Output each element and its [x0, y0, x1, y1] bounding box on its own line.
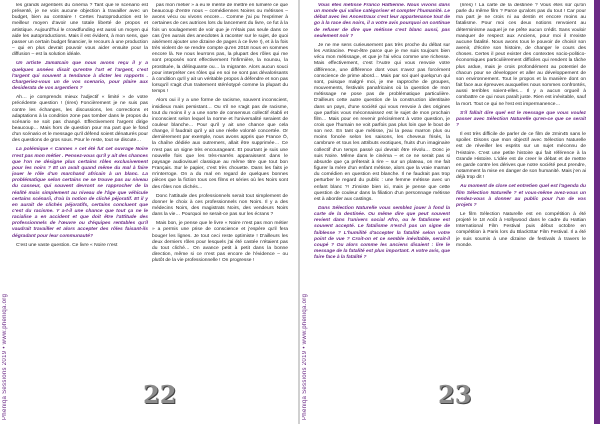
margin-credit-left: Pheniqa Sessions 2019 • www.pheniqa.org: [2, 293, 8, 420]
interview-question: Dans Sélection Naturelle vous semblez jouer à fond la carte de la destinée. Ou même dire que peut souvent revient dans l'univers social Afro, ou le fatalisme est souvent accepté. Le fatalisme n'est-il pas un signe de faiblesse ? L'humilité d'accepter la fatalité selon votre point de vue ? Croit-on et ce semble inévitable, serait-il coupé ? Ou alors comme les anciens disaient : lire le message de la fatalité est plus important. A votre avis, que faire face à la fatalité ?: [314, 206, 450, 261]
margin-credit-right: Pheniqa Sessions 2019 • www.pheniqa.org: [302, 293, 308, 420]
page-number-left: 22: [143, 380, 177, 409]
interview-answer: (rires) ! La carte de la destinée ? Vous êtes sûr qu'on parle du même film ? Parce qu'alors pas du tout ! Car pour ma part je ne crois ni au destin et encore moins au fatalisme. Pour moi ces deux notions renvoient au déterminisme auquel je ne prête aucun crédit. Sans vouloir manquer de respect aux Anciens, pour moi il n'existe aucune fatalité. Nous avons tous le pouvoir de choisir son avenir, d'écrire son histoire, de changer le cours des choses. Certes il peut exister des contextes socio-politico-économiques particulièrement difficiles qui rendent la tâche plus ardue, mais je crois profondément au potentiel de chacun pour se développer et aller au développement de son environnement. Tout le propos et la manière dont on fait face aux épreuves auxquelles nous sommes confrontés, aussi terribles soient-elles… Il y a aucun orgueil à combattre ce qui nous paraît juste. Rien est inévitable, sauf la mort. Tout ce qui ne l'est est impermanence…: [456, 3, 586, 107]
interview-question: La polémique « Cannes » cet été fut cet ouvrage Noire n'est pas mon métier . Pensez-vous qu'il y ait des chances que l'on ne désigne plus certains rôles exclusivement pour les noirs ? Et un avait quand même du mal à faire jouer le rôle d'un marchand africain à un blanc. La problématique selon certains ne se trouve pas au niveau du casseur, qui souvent devront se rapprocher de la réalité mais simplement au niveau de l'âge que véhicule certains scénarii, d'où la notion de cliché péjoratif. Et il y en aurait de clichés péjoratifs, certains concluent que c'est du racisme. Y a-t-il une chance que tout ça ne le racialise a en accident et que doit être l'attitude des professionnels de l'œuvre ou d'équipes rentables qu'il vaudrait travailler et alors accepter des rôles faisant-ils dégradant pour leur communauté?: [12, 147, 148, 239]
right-column-2: [456, 3, 586, 375]
right-column-1: [314, 3, 450, 375]
interview-answer: Le film Sélection Naturelle est en compétition à été projeté le 18 Août à Hollywood dans le cadre du Haïtian International Film Festival puis début octobre en compétition à Paris lors du BlackStar Film Festival. Il a été je suis soumis à une dizaine de festivals à travers le monde.: [456, 212, 586, 248]
interview-answer: Mais bon, je pense que le livre « Noire n'est pas mon métier » a permis une prise de conscience et j'espère qu'il fera bouger les lignes. Je tout ceci reste optimiste ! D'ailleurs les deux derniers rôles pour lesquels j'ai été castée n'étaient pas du tout cliché… On avance petit à petit dans la bonne direction, même si ce n'est pas encore de l'évidence – ou plutôt de la vie professionnelle ! On progresse !: [152, 221, 288, 264]
interview-answer: Il est très difficile de parler de ce film de 2min45 sans le spoiler. Disons que mon objectif avec Sélection Naturelle est de réveiller les esprits sur un sujet méconnu de l'Histoire. C'est une petite histoire qui fait référence à la Grande Histoire. L'idée est de creer le débat et de mettre en garde contre les dérives que notre société peut prendre, notamment la mise en danger de son humanité. Mais j'en ai déjà trop dit !: [456, 132, 586, 181]
interview-question: S'il fallait dire quel est le message que vous voulez passer avec Sélection Naturelle qu'en-ce que ce serait ?: [456, 110, 586, 128]
interview-answer: C'est une vaste question. Ce livre « Noire n'est: [16, 242, 118, 248]
left-column-2: [152, 3, 288, 375]
interview-answer: Donc l'attitude des professionnels serait tout simplement de donner le choix à ces professionnels non Noirs. Il y a des médecins Noirs, des magistrats Noirs, des vendeurs Noirs dans la vie… Pourquoi ne serait-ce pas sur les écrans ?: [152, 193, 288, 218]
interview-question: Au moment de clore cet entretien quel est l'agenda du film Sélection Naturelle ? et vous-même avez-vous un rendez-vous à donner au public pour l'un de vos projets ?: [456, 184, 586, 208]
interview-answer: Alors oui il y a une forme de racisme, souvent inconscient, insidieux mais persistant… Ou s'il ne s'agit pas de racisme, tout du moins il y a une sorte de consensus collectif établi et inconscient selon lequel la norme et l'universalité seraient de couleur blanche… Pour qu'il y ait une chance que cela change, il faudrait qu'il y ait une réelle volonté concertée. Or dernièrement par exemple, nous avons appris que France Ô, la chaîne dédiée aux outremers, allait être supprimée… Ce n'est pas un signe très encourageant. Et pourtant je suis une nouvelle fois que les très-marrés apparaissent dans le paysage audiovisuel classique au même titre que tout bon Français. Sur le papier, c'est très chouette. Dans les faits je m'interroge. On a du mal en regard de quelques bonnes pièces que la fiction tous ces films et séries où les Noirs sont des rôles non clichés…: [152, 98, 288, 190]
interview-question: Vous êtes métisse Franco Haïtienne. Nous vivons dans un monde qui valise catégoriser et compter l'humanité. Le débat avec les Ancestraux c'est leur appartenance tout de go à la race des noirs, il a votre avis pourquoi on continue de refuser de dire que métisse c'est blanc aussi, pas seulement noir ?: [314, 3, 450, 39]
left-column-1: [12, 3, 148, 375]
interview-answer: Je ne me sens curieusement pas très proche du débat sur les Antiracine. Peut-être parce que je me suis toujours bien vécu mon métissage, et que je l'ai vécu comme une richesse. Mais effectivement, c'est l'Autre qui vous renvoie votre différence, une différence dont vous n'avez pas forcément conscience de prime abord… Mais par soi quel quelqu'un qui sont, puisque malgré moi, je me rapproche de groupes, mouvements, festivals panafricains où la question de mon métissage ne pose pas de problématique particulière. D'ailleurs cette autre question de la construction identitaire dans un pays, d'une société qui vous renvoie à des origines que parfois vous méconnaissez est le sujet de mon prochain film… Mais pour en revenir précisément à votre question, je crois que l'humain ne voit parfois pas plus loin que le bout de son nez. En tant que métisse, j'ai la peau marron plus ou moins foncée selon les saisons, les cheveux frisés, la cambrure et tous les attributs exotiques, fruits d'un imaginaire collectif d'un temps passé qui devrait être révolu… Donc je suis Noire. Même dans le cinéma – et ce ne serait pas si absurde que ça prêterait à rire – sur un plateau, on me fait figurer la mère d'un enfant métisse, alors que la vraie maman du comédien en question est blanche. Il ne faudrait pas trop perturber le regard du public : une femme métisse avec un enfant blanc ?! J'insiste bien ici, mais je pense que cette question de couleur dans la filiation d'un personnage métisse est à aborder aux castings.: [314, 42, 450, 202]
right-page: [300, 0, 600, 424]
interview-answer: les grands argentiers du cinéma ? Tant que le scenario est présenté, je ne vois aucune objection à travailler avec un budget, bien au contraire ! Certes l'autoproduction est le meilleur moyen d'avoir une totale liberté de propos et artistique. Aujourd'hui le crowdfunding est aussi un moyen qui aide les autoproductions. Mais il est évident, à mon sens, que passer un certain budget financier, le recours à une production – qui en plus devrait pouvoir vous aider ensuite pour la diffusion – est la solution idéale.: [12, 3, 148, 58]
interview-answer: pas mon métier » a eu le mérite de mettre en lumière ce que beaucoup d'entre nous – comédiennes Noires ou métisses – avons vécu ou vivons encore… Comme j'ai pu l'exprimer à certaines de ces autrices lors du lancement du livre, ce fut à la fois un soulagement de voir que je n'étais pas seule dans ce cas (j'en aurais des anecdotes à raconter sur le sujet, de quoi aisément ajouter une dizaine de pages à ce livre !), et à la fois très violent de se rendre compte qu'en 2018 nous en sommes encore là. Ne nous leurrons pas, la plupart des rôles qui me sont proposés sont effectivement l'infirmière, la nounou, la prostituée, la délinquante ou… la migrante. Alors aucun souci pour interpréter ces rôles qui en soi ne sont pas dévalorisants à condition qu'il y ait un véritable propos à défendre et non pas lorsqu'il s'agit d'un traitement stéréotypé comme la plupart du temps !: [152, 3, 288, 95]
interview-question: Un artiste Jamaïcain que nous avons reçu il y a quelques années disait qu'entre l'art et l'argent, c'est l'argent qui souvent a tendance à dicter les rapports . Chargeriez-vous un de vos scenario, pour plaire aux desiderata de vos argentiers ?: [12, 61, 148, 92]
page-number-right: 23: [438, 380, 472, 409]
interview-answer: Ah… je comprends mieux l'adjectif « limité » de votre précédente question ! (rires) Foncièrement je ne suis pas contre les échanges, les discussions, les corrections et adaptations à la condition zone pas tomber dans le propos du scénario ne soit pas changé. Effectivement l'argent dirige beaucoup… Mais hors de question pour ma part que le fond d'un scénario et le message qu'il défend soient dénaturés pour des questions de gros sous. Pour le reste, tout se discute…: [12, 95, 148, 144]
